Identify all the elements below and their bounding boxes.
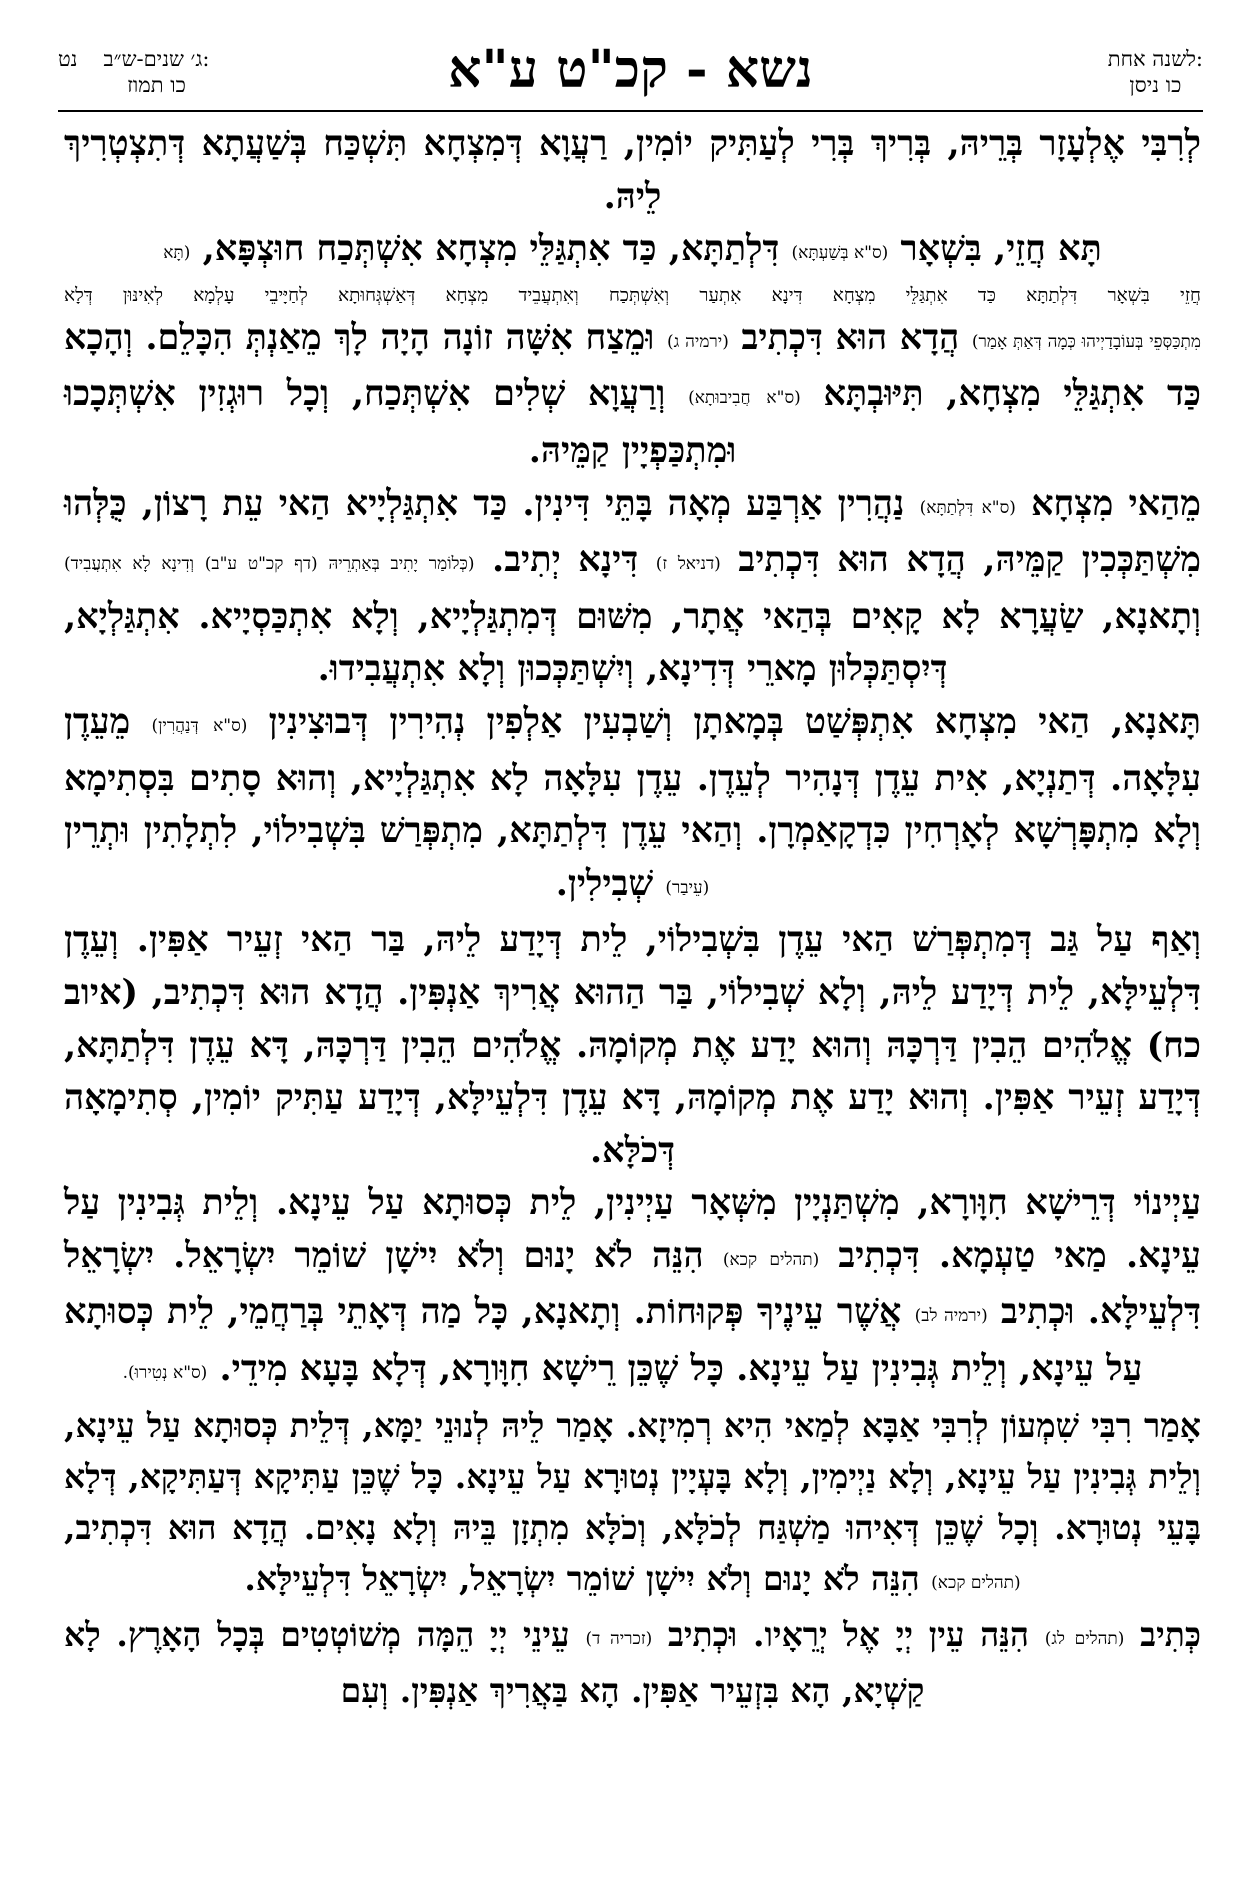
text-segment: הִנֵּה עֵין יְיָ אֶל יְרֵאָיו. וּכְתִיב — [652, 1614, 1045, 1654]
reference-note: (ירמיה לב) — [914, 1306, 988, 1327]
text-segment: מֵעֵדֶן עִלָּאָה. דְּתַנְיָא, אִית עֵדֶן דְּנָהִיר לְעֵדֶן. עֵדֶן עִלָּאָה לָא אִתְגַּלְיָיא, וְהוּא סָתִים בִּסְתִימָא וְלָא מִתְפָּרְשָׁא לְאָרְחִין כִּדְקָאַמְרָן. וְהַאי עֵדֶן דִּלְתַתָּא, מִתְפְּרַשׁ בִּשְׁבִילוֹי, לִתְלָתִין וּתְרֵין — [64, 700, 1201, 852]
text-segment: הִנֵּה לֹא יָנוּם וְלֹא יִישָׁן שׁוֹמֵר יִשְׂרָאֵל, יִשְׂרָאֵל דִּלְעֵילָּא. — [244, 1558, 932, 1598]
reference-note: מִתְכַּסְּפֵי בְּעוֹבָדַיְיהוּ כְּמָה דְּאַתְּ אָמַר) — [971, 331, 1201, 352]
reference-note: (ס"א דִּלְתַתָּא) — [919, 497, 1016, 518]
text-segment: מֵהַאי מִצְחָא — [1015, 482, 1201, 524]
gloss-line: חֲזֵי בִּשְׁאָר דִּלְתַתָּא כַּד אִתְגַּלֵּי מִצְחָא דִּינָא אִתְעַר וְאִשְׁתְּכַח וְאִתְעֲבֵיד מִצְחָא דְּאַשְׁגְּחוּתָא לְחַיָּיבֵי עָלְמָא לְאִינּוּן דְּלָא — [64, 284, 1201, 306]
reference-note: (תהלים קכא) — [722, 1249, 820, 1270]
header-left-dates — [104, 46, 210, 98]
text-segment: וּמֵצַח אִשָּׁה זוֹנָה הָיָה לָךְ מֵאַנְתְּ הִכָּלֵם. וְהָכָא כַּד אִתְגַּלֵּי מִצְחָא, תִּיּוּבְתָּא — [64, 316, 1201, 415]
page-title: נשא - קכ"ט ע"א — [448, 39, 813, 100]
paragraph — [64, 1177, 1201, 1399]
page-number: נט — [58, 47, 78, 71]
paragraph: לְרִבִּי אֶלְעָזָר בְּרֵיהּ, בְּרִיךְ בְּרִי לְעַתִּיק יוֹמִין, רַעֲוָא דְּמִצְחָא תִּשְׁכַּח בְּשַׁעֲתָא דְּתִצְטְרִיךְ לֵיהּ. — [64, 123, 1201, 217]
text-segment: נַהֲרִין אַרְבַּע מְאָה בָּתֵּי דִּינִין. כַּד אִתְגַּלְיָיא הַאי עֵת רָצוֹן, כֻּלְּהוּ מִשְׁתַּכְּכִין קַמֵּיהּ, הֲדָא הוּא דִּכְתִיב — [64, 482, 1201, 581]
text-segment: תָּא חֲזֵי, בִּשְׁאָר — [888, 228, 1102, 270]
header-date-one-year: כו ניסן — [1129, 73, 1182, 97]
paragraph — [64, 312, 1201, 478]
paragraph — [64, 223, 1201, 280]
page-header — [58, 0, 1203, 108]
reference-note: (עֵיבַר) — [665, 877, 710, 898]
paragraph — [64, 1400, 1201, 1609]
text-segment: תָּאנָא, הַאי מִצְחָא אִתְפְּשַׁט בְּמָאתָן וְשַׁבְעִין אַלְפִין נְהִירִין דְּבוּצִינִין — [247, 700, 1201, 742]
text-segment: דִּלְתַתָּא, כַּד אִתְגַּלֵּי מִצְחָא אִשְׁתְּכַח חוּצְפָּא, — [190, 228, 792, 270]
header-left — [58, 46, 209, 98]
reference-note: (ירמיה ג) — [666, 331, 729, 352]
reference-note: (ס"א נְטִירוּ). — [122, 1363, 208, 1384]
reference-note: (ס"א בְּשַׁעְתָּא) — [791, 243, 889, 264]
paragraph — [64, 1609, 1201, 1716]
text-segment: עַיְינוֹי דְּרֵישָׁא חִוָּורָא, מִשְׁתַּנְיָין מִשְּׁאָר עַיְינִין, לֵית כְּסוּתָא עַל עֵינָא. וְלֵית גְּבִינִין עַל עֵינָא. מַאי טַעְמָא. דִּכְתִיב — [64, 1182, 1201, 1276]
header-cycle-three-years: ג׳ שנים-ש״ב: — [103, 47, 210, 71]
text-segment: אָמַר רִבִּי שִׁמְעוֹן לְרִבִּי אַבָּא לְמַאי הִיא רְמִיזָא. אָמַר לֵיהּ לְנוּנֵי יַמָּא, דְּלֵית כְּסוּתָא עַל עֵינָא, וְלֵית גְּבִינִין עַל עֵינָא, וְלָא נַיְימִין, וְלָא בָּעְיָין נְטוּרָא עַל עֵינָא. כָּל שֶׁכֵּן עַתִּיקָא דְּעַתִּיקָא, דְּלָא בָּעֵי נְטוּרָא. וְכָל שֶׁכֵּן דְּאִיהוּ מַשְׁגַּח לְכֹלָּא, וְכֹלָּא מִתְזָן בֵּיהּ וְלָא נָאִים. הֲדָא הוּא דִּכְתִיב, — [64, 1405, 1201, 1547]
text-segment: הֲדָא הוּא דִּכְתִיב — [728, 316, 972, 358]
reference-note: (כְּלוֹמַר יָתִיב בְּאַתְרֵיהּ (דף קכ"ט ע"ב) וְדִינָא לָא אִתְעֲבִיד) — [64, 554, 475, 575]
text-segment: שְׁבִילִין. — [555, 862, 666, 904]
text-segment: דִּינָא יְתִיב. — [474, 539, 656, 581]
text-body — [64, 118, 1201, 1716]
reference-note: (זכריה ד) — [585, 1628, 653, 1649]
reference-note: (תָּא — [163, 243, 191, 264]
paragraph — [64, 478, 1201, 696]
header-date-three-years: כו תמוז — [127, 73, 186, 97]
header-cycle-one-year: לשנה אחת: — [1107, 47, 1203, 71]
text-segment: וְרַעֲוָא שְׁלִים אִשְׁתְּכַח, וְכָל רוּגְזִין אִשְׁתְּכָכוּ וּמִתְכַּפְיָין קַמֵּיהּ. — [64, 373, 737, 471]
reference-note: (תהלים לג) — [1044, 1628, 1125, 1649]
text-segment: וְתָאנָא, שַׂעֲרָא לָא קָאִים בְּהַאי אֲתָר, מִשּׁוּם דְּמִתְגַּלְיָיא, וְלָא אִתְכַּסְיָיא. אִתְגַּלְיָא, דְּיִסְתַּכְּלוּן מָארֵי דְּדִינָא, וְיִשְׁתַּכְּכוּן וְלָא אִתְעֲבִידוּ. — [64, 595, 1201, 690]
reference-note: (דניאל ז) — [655, 554, 721, 575]
text-segment: כְּתִיב — [1124, 1614, 1201, 1654]
header-divider — [58, 110, 1203, 112]
reference-note: (תהלים קכא) — [931, 1572, 1021, 1593]
text-segment: אֲשֶׁר עֵינֶיךָ פְּקוּחוֹת. וְתָאנָא, כָּל מַה דְּאָתֵי בְּרַחֲמֵי, לֵית כְּסוּתָא עַל עֵינָא, וְלֵית גְּבִינִין עַל עֵינָא. כָּל שֶׁכֵּן רֵישָׁא חִוָּורָא, דְּלָא בָּעָא מִידֵי. — [64, 1291, 1143, 1390]
paragraph — [64, 696, 1201, 914]
reference-note: (ס"א חֲבִיבוּתָא) — [688, 388, 801, 409]
text-segment: הִנֵּה לֹא יָנוּם וְלֹא יִישָׁן שׁוֹמֵר יִשְׂרָאֵל. יִשְׂרָאֵל דִּלְעֵילָּא. וּכְתִיב — [64, 1234, 1202, 1333]
paragraph: וְאַף עַל גַּב דְּמִתְפְּרַשׁ הַאי עֵדֶן בִּשְׁבִילוֹי, לֵית דְּיָדַע לֵיהּ, בַּר הַאי זְעֵיר אַפִּין. וְעֵדֶן דִּלְעֵילָּא, לֵית דְּיָדַע לֵיהּ, וְלָא שְׁבִילוֹי, בַּר הַהוּא אֲרִיךְ אַנְפִּין. הֲדָא הוּא דִּכְתִיב, (איוב כח) אֱלֹהִים הֵבִין דַּרְכָּהּ וְהוּא יָדַע אֶת מְקוֹמָהּ. אֱלֹהִים הֵבִין דַּרְכָּהּ, דָּא עֵדֶן דִּלְתַתָּא, דְּיָדַע זְעֵיר אַפִּין. וְהוּא יָדַע אֶת מְקוֹמָהּ, דָּא עֵדֶן דִּלְעֵילָּא, דְּיָדַע עַתִּיק יוֹמִין, סְתִימָאָה דְּכֹלָּא. — [64, 919, 1201, 1171]
text-segment: עֵינֵי יְיָ הֵמָּה מְשׁוֹטְטִים בְּכָל הָאָרֶץ. לָא קַשְׁיָא, הָא בִּזְעֵיר אַפִּין. הָא בַּאֲרִיךְ אַנְפִּין. וְעִם — [64, 1614, 925, 1710]
reference-note: (ס"א דְּנַהֲרִין) — [151, 715, 248, 736]
